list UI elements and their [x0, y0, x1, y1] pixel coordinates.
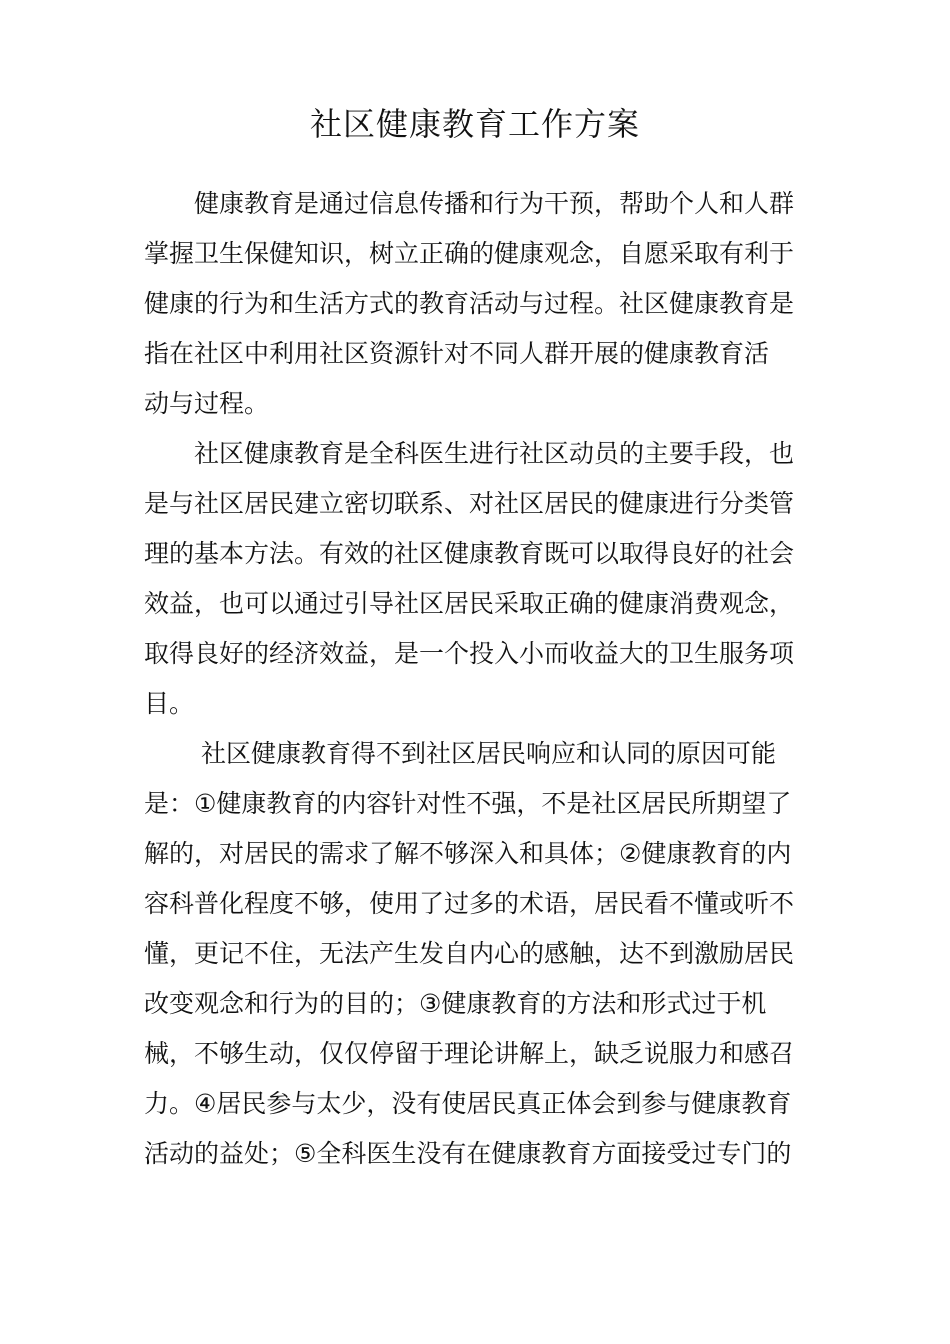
paragraph-line: 目。 — [144, 689, 195, 718]
paragraph-line: 掌握卫生保健知识，树立正确的健康观念，自愿采取有利于 — [144, 239, 795, 268]
paragraph-line: 动与过程。 — [144, 389, 270, 418]
paragraph-line: 是：①健康教育的内容针对性不强，不是社区居民所期望了 — [144, 789, 792, 818]
paragraph-line: 活动的益处；⑤全科医生没有在健康教育方面接受过专门的 — [144, 1139, 792, 1168]
paragraph-line: 健康的行为和生活方式的教育活动与过程。社区健康教育是 — [144, 289, 795, 318]
paragraph-2 — [144, 429, 834, 729]
paragraph-line: 是与社区居民建立密切联系、对社区居民的健康进行分类管 — [144, 489, 795, 518]
paragraph-line: 改变观念和行为的目的；③健康教育的方法和形式过于机 — [144, 989, 767, 1018]
paragraph-3 — [144, 729, 834, 1179]
paragraph-line: 解的，对居民的需求了解不够深入和具体；②健康教育的内 — [144, 839, 792, 868]
paragraph-line: 容科普化程度不够，使用了过多的术语，居民看不懂或听不 — [144, 889, 795, 918]
paragraph-line: 械，不够生动，仅仅停留于理论讲解上，缺乏说服力和感召 — [144, 1039, 795, 1068]
paragraph-line: 健康教育是通过信息传播和行为干预，帮助个人和人群 — [194, 189, 795, 218]
paragraph-line: 效益，也可以通过引导社区居民采取正确的健康消费观念， — [144, 589, 795, 618]
document-title: 社区健康教育工作方案 — [309, 105, 640, 143]
paragraph-line: 懂，更记不住，无法产生发自内心的感触，达不到激励居民 — [144, 939, 795, 968]
paragraph-line: 力。④居民参与太少，没有使居民真正体会到参与健康教育 — [144, 1089, 792, 1118]
paragraph-1 — [144, 179, 834, 429]
paragraph-line: 社区健康教育得不到社区居民响应和认同的原因可能 — [201, 739, 777, 768]
paragraph-line: 指在社区中利用社区资源针对不同人群开展的健康教育活 — [144, 339, 770, 368]
paragraph-line: 取得良好的经济效益，是一个投入小而收益大的卫生服务项 — [144, 639, 795, 668]
paragraph-line: 理的基本方法。有效的社区健康教育既可以取得良好的社会 — [144, 539, 795, 568]
paragraph-line: 社区健康教育是全科医生进行社区动员的主要手段，也 — [194, 439, 795, 468]
